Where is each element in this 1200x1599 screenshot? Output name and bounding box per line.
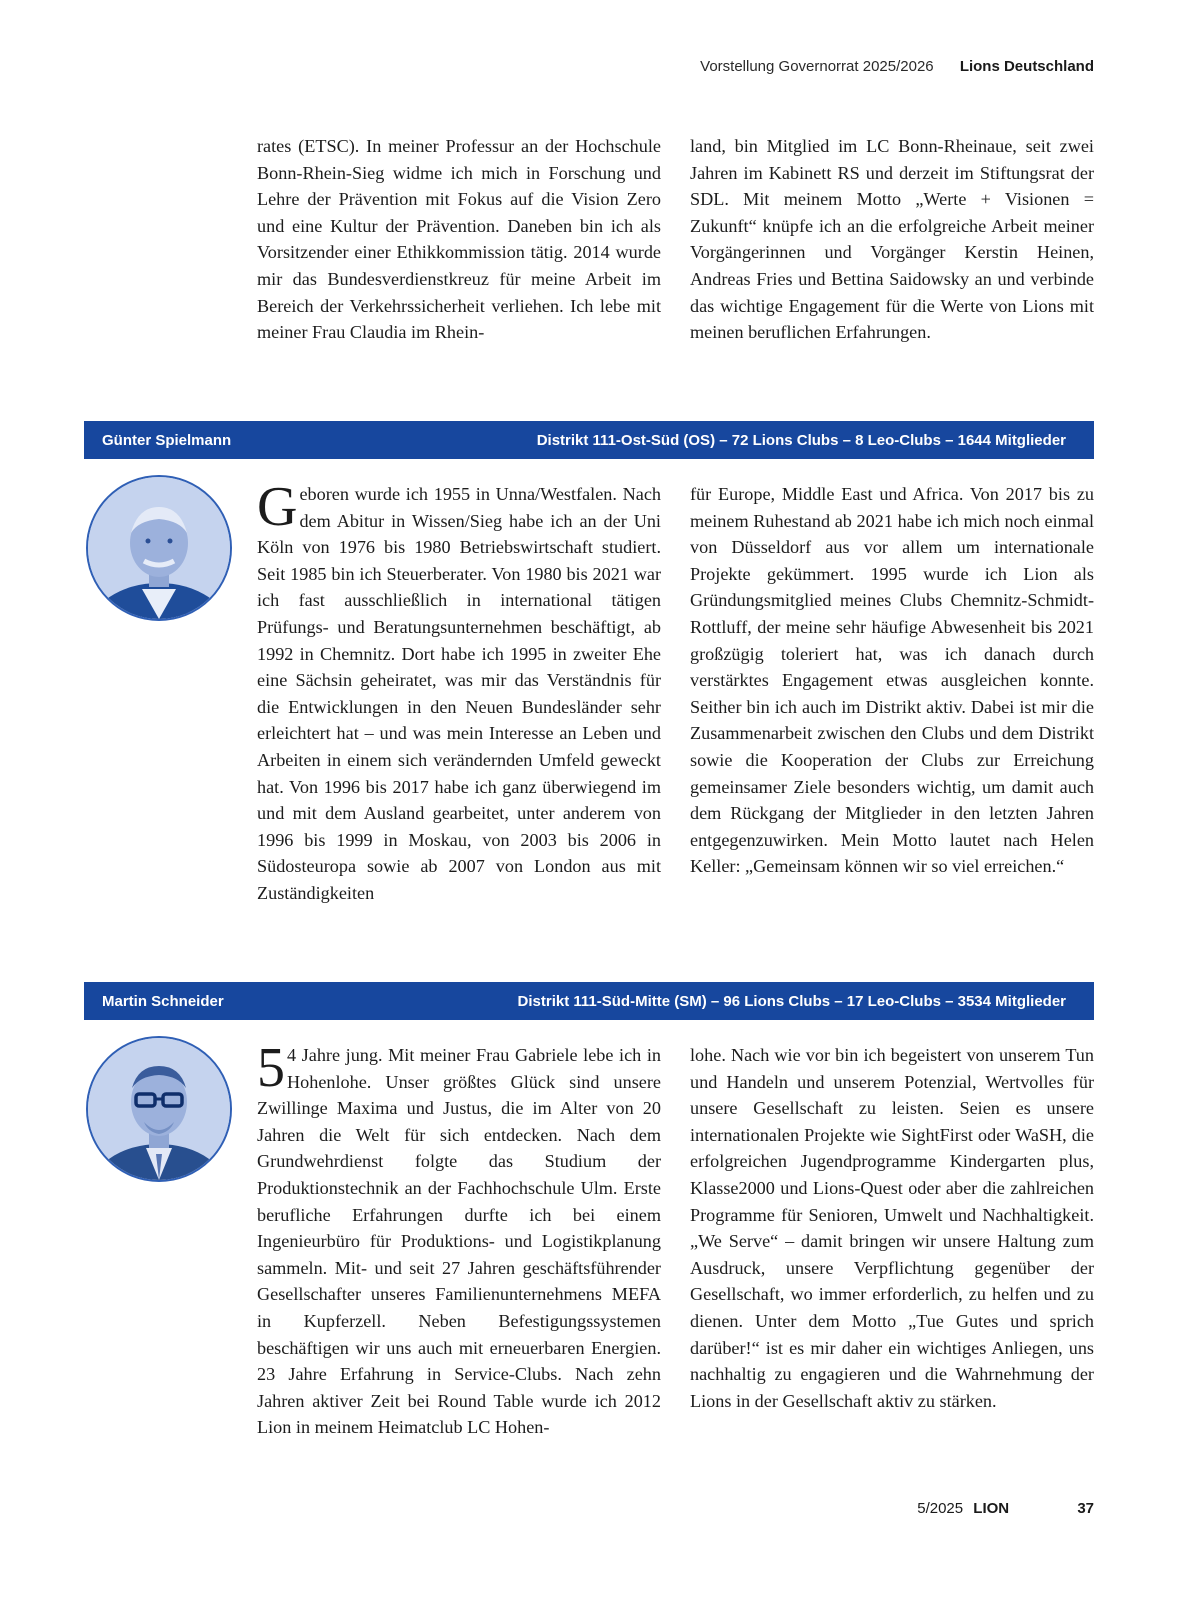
- profile-text: 4 Jahre jung. Mit meiner Frau Gabriele lebe ich in Hohenlohe. Unser größtes Glück sind unsere Zwillinge Maxima und Justus, die im Alter von 20 Jahren die Welt für sich entdecken. Nach dem Grundwehrdienst folgte das Studium der Produktionstechnik an der Fachhochschule Ulm. Erste berufliche Erfahrungen durfte ich bei einem Ingenieurbüro für Produktions- und Logistikplanung sammeln. Mit- und seit 27 Jahren geschäftsführender Gesellschafter unseres Familienunternehmens MEFA in Kupferzell. Neben Befestigungssystemen beschäftigen wir uns auch mit erneuerbaren Energien. 23 Jahre Erfahrung in Service-Clubs. Nach zehn Jahren aktiver Zeit bei Round Table wurde ich 2012 Lion in meinem Heimatclub LC Hohen-: [257, 1045, 661, 1438]
- footer-magazine: LION: [973, 1500, 1010, 1517]
- profile-name: Martin Schneider: [102, 992, 224, 1010]
- intro-text-right: land, bin Mitglied im LC Bonn-Rheinaue, seit zwei Jahren im Kabinett RS und derzeit im Stiftungsrat der SDL. Mit meinem Motto „Werte + Visionen = Zukunft“ knüpfe ich an die erfolgreiche Arbeit meiner Vorgängerinnen und Vorgänger Kerstin Heinen, Andreas Fries und Bettina Saidowsky an und verbinde das wichtige Engagement für die Werte von Lions mit meinen beruflichen Erfahrungen.: [690, 136, 1094, 343]
- profile-text-right-spielmann: [690, 481, 1094, 880]
- portrait-spielmann: [86, 475, 232, 621]
- profile-paragraph-left: [257, 476, 661, 907]
- profile-text-left-spielmann: [257, 476, 661, 907]
- profile-text-left-schneider: [257, 1037, 661, 1441]
- page-footer: [917, 1500, 1094, 1517]
- header-brand: Lions Deutschland: [959, 58, 1094, 75]
- profile-name: Günter Spielmann: [102, 431, 232, 449]
- dropcap: 5: [257, 1037, 285, 1099]
- profile-text: eboren wurde ich 1955 in Unna/Westfalen. Nach dem Abitur in Wissen/Sieg habe ich an der Uni Köln von 1976 bis 1980 Betriebswirtschaft studiert. Seit 1985 bin ich Steuerberater. Von 1980 bis 2021 war ich fast ausschließlich in international tätigen Prüfungs- und Beratungsunternehmen beschäftigt, ab 1992 in Chemnitz. Dort habe ich 1995 in zweiter Ehe eine Sächsin geheiratet, was mir das Verständnis für die Entwicklungen in den Neuen Bundesländer sehr erleichtert hat – und was mein Interesse an Leben und Arbeiten in einem sich verändernden Umfeld geweckt hat. Von 1996 bis 2017 habe ich ganz überwiegend im und mit dem Ausland gearbeitet, unter anderem von 1996 bis 1999 in Moskau, von 2003 bis 2006 in Südosteuropa sowie ab 2007 von London aus mit Zuständigkeiten: [257, 484, 661, 903]
- profile-paragraph-right: für Europe, Middle East und Africa. Von 2017 bis zu meinem Ruhestand ab 2021 habe ich mich noch einmal von Düsseldorf aus vor allem um internationale Projekte gekümmert. 1995 wurde ich Lion als Gründungsmitglied meines Clubs Chemnitz-Schmidt-Rottluff, der meine sehr häufige Abwesenheit bis 2021 großzügig toleriert hat, was ich danach durch verstärktes Engagement etwas ausgleichen konnte. Seither bin ich auch im Distrikt aktiv. Dabei ist mir die Zusammenarbeit zwischen den Clubs und dem Distrikt sowie die Kooperation der Clubs zur Erreichung gemeinsamer Ziele besonders wichtig, um damit auch dem Rückgang der Mitglieder in den letzten Jahren entgegenzuwirken. Mein Motto lautet nach Helen Keller: „Gemeinsam können wir so viel erreichen.“: [690, 484, 1094, 877]
- profile-district: Distrikt 111-Süd-Mitte (SM) – 96 Lions Clubs – 17 Leo-Clubs – 3534 Mitglieder: [517, 992, 1066, 1010]
- portrait-schneider: [86, 1036, 232, 1182]
- profile-paragraph-right: lohe. Nach wie vor bin ich begeistert von unserem Tun und Handeln und unserem Potenzial, Wertvolles für unsere Gesellschaft zu leisten. Seien es unsere internationalen Projekte wie SightFirst oder WaSH, die erfolgreichen Jugendprogramme Kindergarten plus, Klasse2000 und Lions-Quest oder aber die zahlreichen Programme für Senioren, Umwelt und Nachhaltigkeit. „We Serve“ – damit bringen wir unsere Haltung zum Ausdruck, unsere Verpflichtung gegenüber der Gesellschaft, wo immer erforderlich, zu helfen und zu dienen. Unter dem Motto „Tue Gutes und sprich darüber!“ ist es mir daher ein wichtiges Anliegen, uns nachhaltig zu engagieren und die Wahrnehmung der Lions in der Gesellschaft aktiv zu stärken.: [690, 1045, 1094, 1411]
- portrait-image: [88, 477, 230, 619]
- intro-text-left: rates (ETSC). In meiner Professur an der Hochschule Bonn-Rhein-Sieg widme ich mich in Forschung und Lehre der Prävention mit Fokus auf die Vision Zero und eine Kultur der Prävention. Daneben bin ich als Vorsitzender einer Ethikkommission tätig. 2014 wurde mir das Bundesverdienstkreuz für meine Arbeit im Bereich der Verkehrssicherheit verliehen. Ich lebe mit meiner Frau Claudia im Rhein-: [257, 136, 661, 343]
- profile-district: Distrikt 111-Ost-Süd (OS) – 72 Lions Clubs – 8 Leo-Clubs – 1644 Mitglieder: [536, 431, 1066, 449]
- profile-bar-spielmann: [84, 421, 1094, 459]
- page-number: 37: [1077, 1500, 1094, 1517]
- intro-column-right: [690, 133, 1094, 346]
- profile-bar-schneider: [84, 982, 1094, 1020]
- footer-issue: 5/2025: [917, 1500, 964, 1517]
- profile-paragraph-left: [257, 1037, 661, 1441]
- header-subtitle: Vorstellung Governorrat 2025/2026: [700, 58, 934, 75]
- profile-text-right-schneider: [690, 1042, 1094, 1414]
- intro-column-left: [257, 133, 661, 346]
- portrait-image: [88, 1038, 230, 1180]
- dropcap: G: [257, 476, 298, 538]
- running-header: [700, 58, 1094, 75]
